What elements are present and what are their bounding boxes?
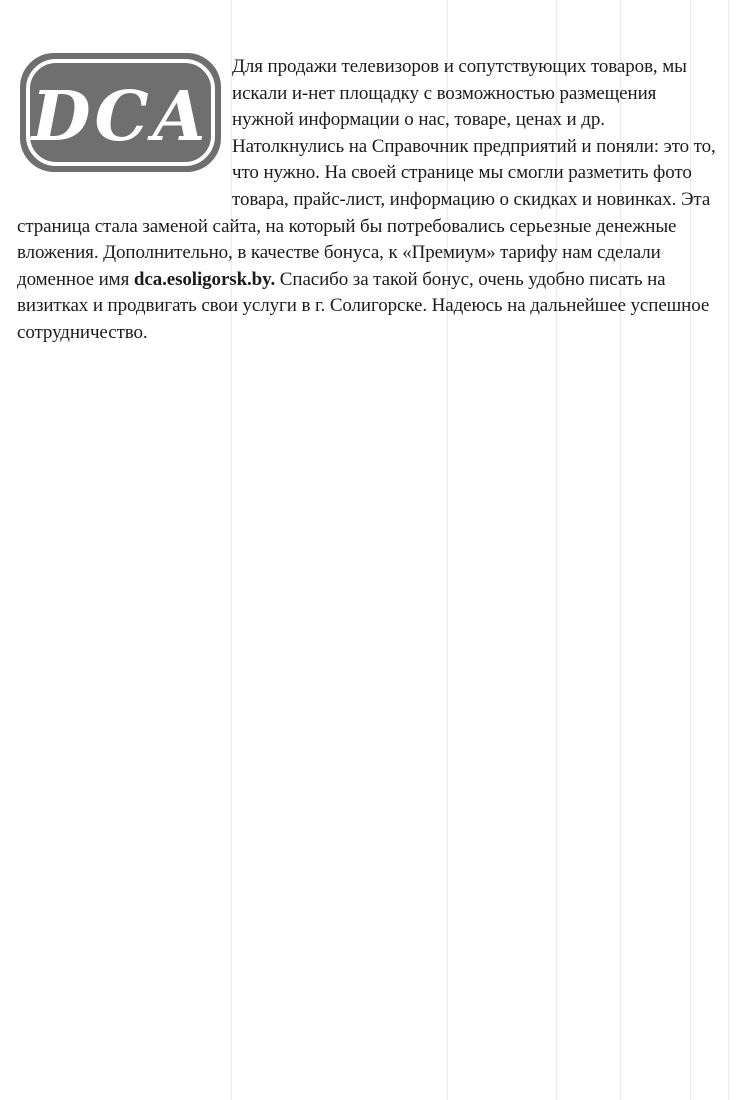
domain-name: dca.esoligorsk.by. [133,268,276,290]
paragraph-main-end: Спасибо за такой бонус, очень удобно писать на визитках и продвигать свои услуги в г. Солигорске. Надеюсь на дальнейшее успешное сотрудничество. [17,268,710,343]
scan-streak [728,0,729,1100]
paragraph-intro: Для продажи телевизоров и сопутствующих товаров, мы искали и-нет площадку с возможностью размещения нужной информации о нас, товаре, ценах и др. [232,56,687,131]
testimonial-text [17,54,717,347]
paragraph-main-start: Натолкнулись на Справочник предприятий и поняли: это то, что нужно. На своей странице мы смогли разметить фото товара, прайс-лист, информацию о скидках и новинках. Эта страница стала заменой сайта, на который бы потребовались серьезные денежные вложения. Дополнительно, в качестве бонуса, к «Премиум» тарифу нам сделали доменное имя [17,135,716,290]
logo-lettering: DCA [31,77,210,157]
